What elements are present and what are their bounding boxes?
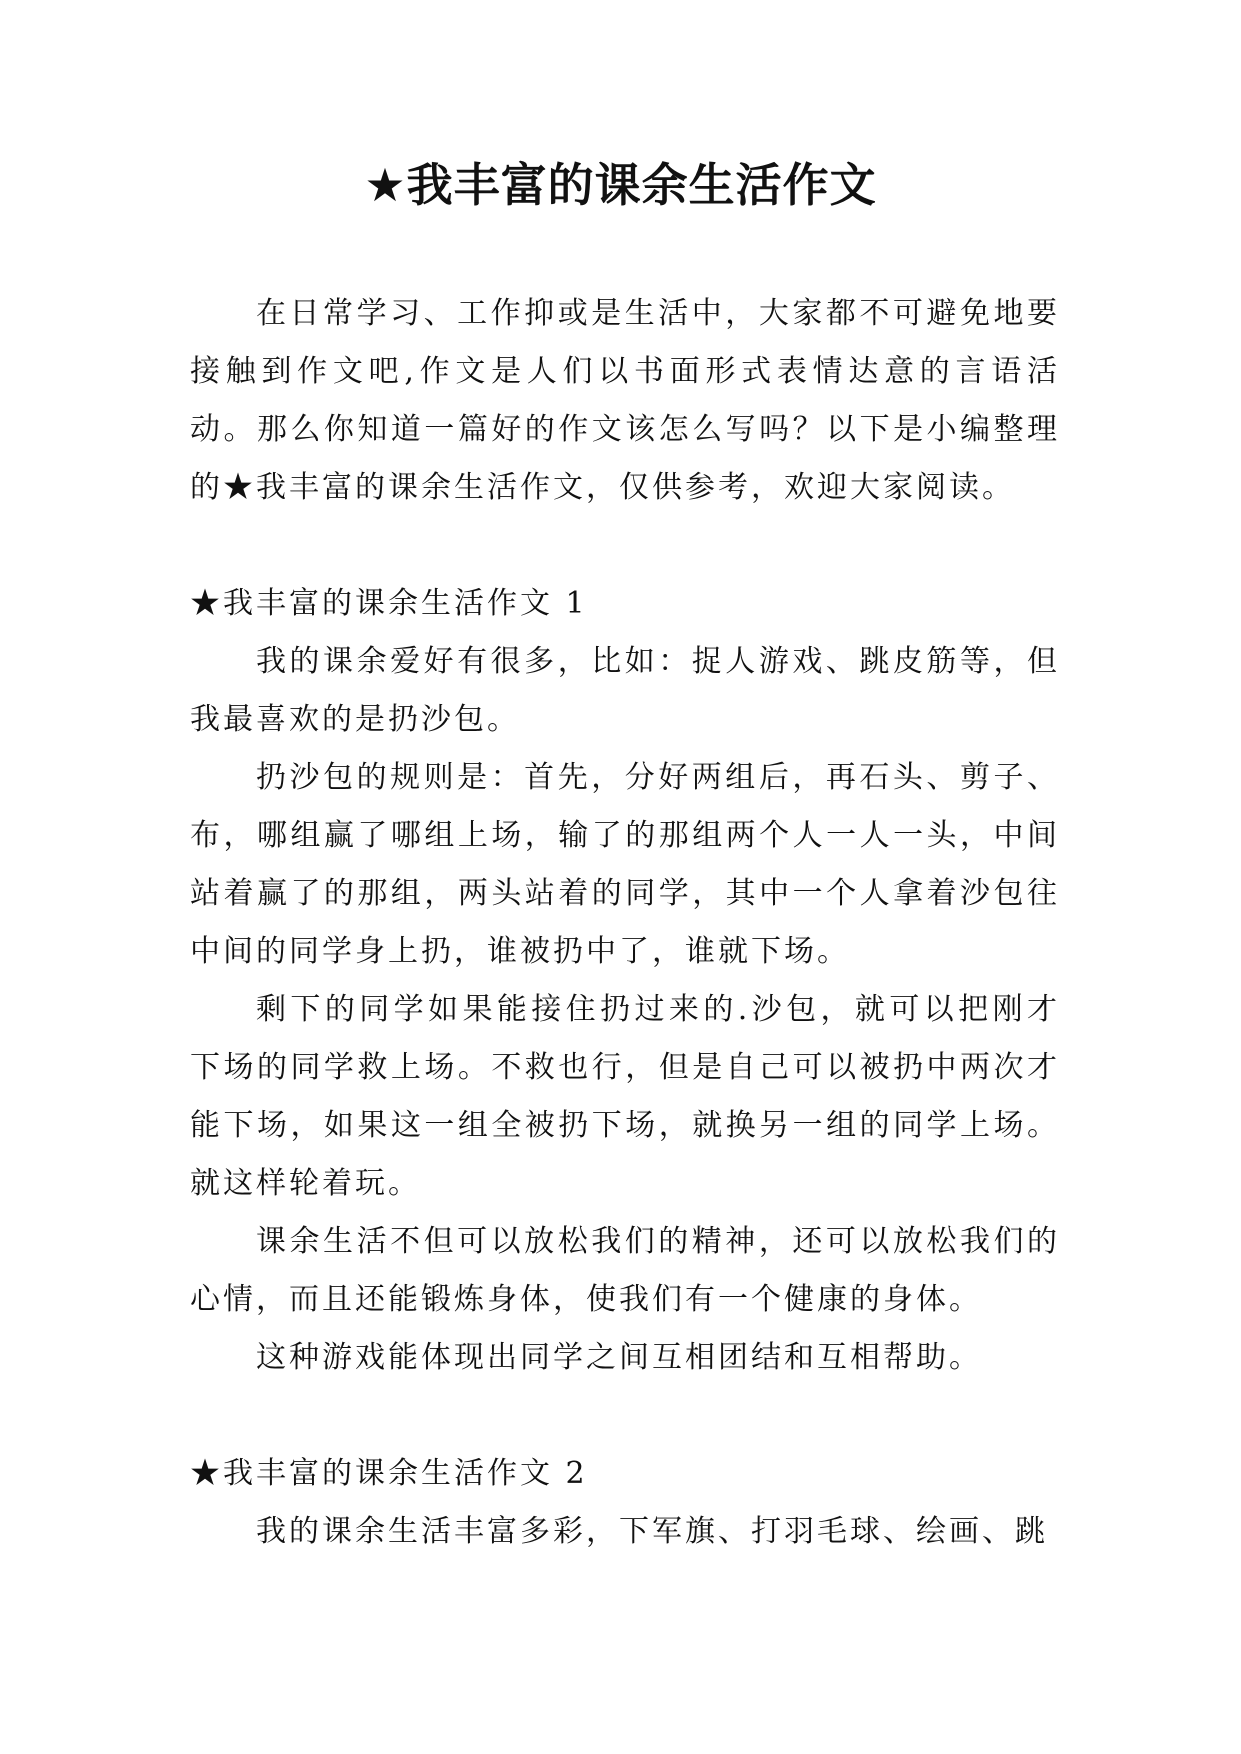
section-heading: ★我丰富的课余生活作文 2 [190,1456,588,1491]
intro-paragraph: 在日常学习、工作抑或是生活中，大家都不可避免地要接触到作文吧,作文是人们以书面形式表情达意的言语活动。那么你知道一篇好的作文该怎么写吗？以下是小编整理的★我丰富的课余生活作文，仅供参考，欢迎大家阅读。 [190,296,1060,505]
body-paragraph: 我的课余爱好有很多，比如：捉人游戏、跳皮筋等，但我最喜欢的是扔沙包。 [190,644,1060,737]
body-paragraph: 扔沙包的规则是：首先，分好两组后，再石头、剪子、布，哪组赢了哪组上场，输了的那组两个人一人一头，中间站着赢了的那组，两头站着的同学，其中一个人拿着沙包往中间的同学身上扔，谁被扔中了，谁就下场。 [190,760,1060,969]
essay-section-2 [190,1445,1060,1561]
essay-section-1 [190,575,1060,1387]
body-paragraph: 这种游戏能体现出同学之间互相团结和互相帮助。 [256,1340,982,1375]
section-heading: ★我丰富的课余生活作文 1 [190,586,588,621]
spacer [190,517,1060,575]
document-body [190,285,1060,1561]
body-paragraph: 我的课余生活丰富多彩，下军旗、打羽毛球、绘画、跳 [256,1514,1048,1549]
document-title: ★我丰富的课余生活作文 [364,158,877,212]
spacer [190,1387,1060,1445]
body-paragraph: 剩下的同学如果能接住扔过来的.沙包，就可以把刚才下场的同学救上场。不救也行，但是自己可以被扔中两次才能下场，如果这一组全被扔下场，就换另一组的同学上场。就这样轮着玩。 [190,992,1060,1201]
body-paragraph: 课余生活不但可以放松我们的精神，还可以放松我们的心情，而且还能锻炼身体，使我们有一个健康的身体。 [190,1224,1060,1317]
